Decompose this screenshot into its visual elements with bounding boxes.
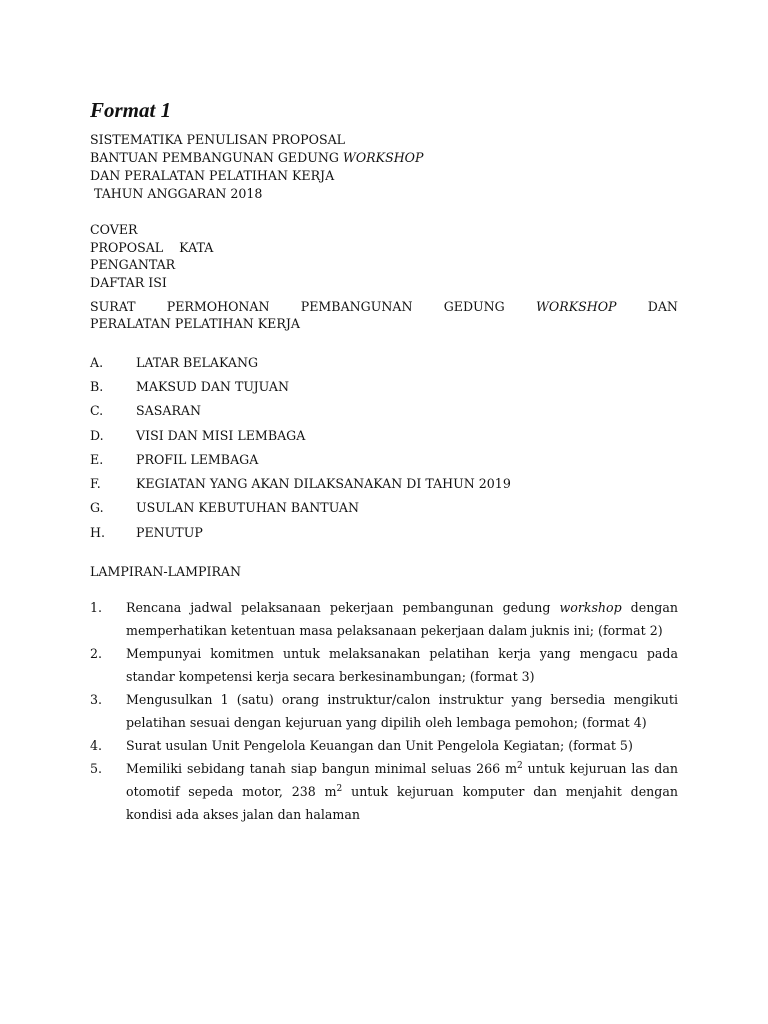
outline-item: C. SASARAN [90,403,202,419]
cover-line: DAFTAR ISI [90,274,167,290]
lampiran-heading: LAMPIRAN-LAMPIRAN [90,564,242,579]
outline-item: B. MAKSUD DAN TUJUAN [90,378,290,394]
cover-line: COVER [90,222,138,237]
lampiran-item: 4. Surat usulan Unit Pengelola Keuangan dan Unit Pengelola Kegiatan; (format 5) [90,738,633,753]
outline-list [90,350,680,544]
outline-item: E. PROFIL LEMBAGA [90,451,259,467]
proposal-heading [90,131,423,203]
lampiran-item: 1. Rencana jadwal pelaksanaan pekerjaan pembangunan gedung workshop dengan memperhatikan ketentuan masa pelaksanaan pekerjaan dalam juknis ini; (format 2) [90,600,678,638]
surat-line: PERALATAN PELATIHAN KERJA [90,316,300,331]
outline-item: D. VISI DAN MISI LEMBAGA [90,427,306,443]
cover-line: PENGANTAR [90,257,176,272]
surat-permohonan [90,298,678,332]
heading-line: DAN PERALATAN PELATIHAN KERJA [90,168,335,183]
outline-item: F. KEGIATAN YANG AKAN DILAKSANAKAN DI TAHUN 2019 [90,476,511,492]
lampiran-item: 2. Mempunyai komitmen untuk melaksanakan pelatihan kerja yang mengacu pada standar kompetensi kerja secara berkesinambungan; (format 3) [90,646,678,684]
outline-item: A. LATAR BELAKANG [90,354,259,370]
heading-line: TAHUN ANGGARAN 2018 [90,186,263,201]
cover-list [90,221,213,291]
outline-item: H. PENUTUP [90,524,203,540]
outline-item: G. USULAN KEBUTUHAN BANTUAN [90,500,360,516]
heading-line: BANTUAN PEMBANGUNAN GEDUNG WORKSHOP [90,150,424,165]
lampiran-item: 3. Mengusulkan 1 (satu) orang instruktur/calon instruktur yang bersedia mengikuti pelatihan sesuai dengan kejuruan yang dipilih oleh lembaga pemohon; (format 4) [90,692,678,730]
lampiran-item: 5. Memiliki sebidang tanah siap bangun minimal seluas 266 $m^2$ untuk kejuruan las dan otomotif sepeda motor, 238 $m^2$ untuk kejuruan komputer dan menjahit dengan kondisi ada akses jalan dan halaman [90,760,678,822]
surat-line: SURAT PERMOHONAN PEMBANGUNAN GEDUNG WORKSHOP DAN [90,299,678,314]
format-title: Format 1 [90,98,172,122]
heading-line: SISTEMATIKA PENULISAN PROPOSAL [90,132,346,147]
cover-line: PROPOSAL KATA [90,239,214,255]
lampiran-list [90,596,678,826]
